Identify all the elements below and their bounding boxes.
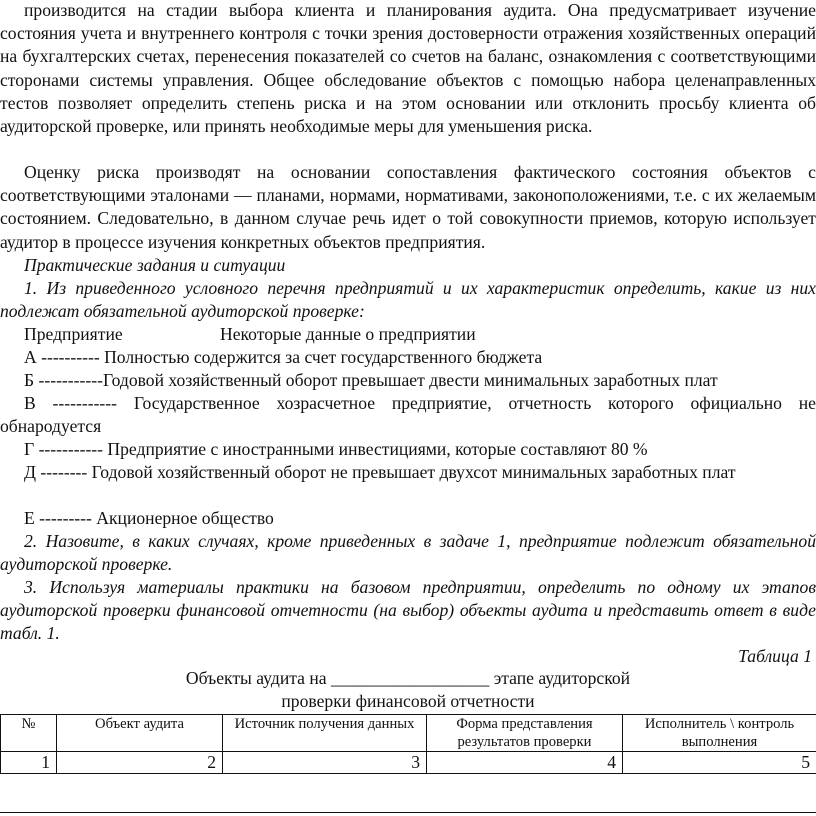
- header-executor: Исполнитель \ контроль выполнения: [623, 715, 816, 752]
- enterprise-item-b: Б -----------Годовой хозяйственный оборот превышает двести минимальных заработных плат: [24, 370, 718, 390]
- cell-number-1: 1: [1, 752, 57, 774]
- cell-number-4: 4: [427, 752, 623, 774]
- enterprise-item-d: Д -------- Годовой хозяйственный оборот не превышает двухсот минимальных заработных плат: [24, 462, 736, 482]
- cell-number-3: 3: [223, 752, 427, 774]
- header-audit-object: Объект аудита: [57, 715, 223, 752]
- header-result-form: Форма представления результатов проверки: [427, 715, 623, 752]
- enterprise-item-v: В ----------- Государственное хозрасчетное предприятие, отчетность которого официально не обнародуется: [0, 393, 816, 437]
- cell-number-5: 5: [623, 752, 816, 774]
- bottom-rule: [0, 812, 816, 813]
- list-header-data: Некоторые данные о предприятии: [220, 324, 476, 344]
- task-1: 1. Из приведенного условного перечня предприятий и их характеристик определить, какие из них подлежат обязательной аудиторской проверке:: [0, 278, 816, 322]
- task-3: 3. Используя материалы практики на базовом предприятии, определить по одному их этапов аудиторской проверки финансовой отчетности (на выбор) объекты аудита и представить ответ в виде табл. 1.: [0, 577, 816, 644]
- section-title: Практические задания и ситуации: [24, 255, 286, 275]
- paragraph-risk-stage: производится на стадии выбора клиента и планирования аудита. Она предусматривает изучение состояния учета и внутреннего контроля с точки зрения достоверности отражения хозяйственных операций на бухгалтерских счетах, перенесения показателей со счетов на баланс, ознакомления с соответствующими сторонами системы управления. Общее обследование объектов с помощью набора целенаправленных тестов позволяет определить степень риска и на этом основании или отклонить просьбу клиента об аудиторской проверке, или принять необходимые меры для уменьшения риска.: [0, 0, 816, 137]
- audit-objects-table: [0, 714, 816, 774]
- enterprise-item-e: Е --------- Акционерное общество: [24, 508, 274, 528]
- task-2: 2. Назовите, в каких случаях, кроме приведенных в задаче 1, предприятие подлежит обязательной аудиторской проверке.: [0, 531, 816, 575]
- table-label: Таблица 1: [738, 646, 812, 666]
- enterprise-item-a: А ---------- Полностью содержится за счет государственного бюджета: [24, 347, 543, 367]
- header-data-source: Источник получения данных: [223, 715, 427, 752]
- table-number-row: [1, 752, 816, 774]
- cell-number-2: 2: [57, 752, 223, 774]
- table-header-row: [1, 715, 816, 752]
- table-caption-line-2: проверки финансовой отчетности: [281, 691, 535, 711]
- list-header-enterprise: Предприятие: [24, 324, 123, 344]
- paragraph-risk-assessment: Оценку риска производят на основании сопоставления фактического состояния объектов с соответствующими эталонами — планами, нормами, нормативами, законоположениями, т.е. с их желаемым состоянием. Следовательно, в данном случае речь идет о той совокупности приемов, которую использует аудитор в процессе изучения конкретных объектов предприятия.: [0, 162, 816, 252]
- table-caption-line-1: Объекты аудита на __________________ этапе аудиторской: [185, 668, 631, 688]
- enterprise-item-g: Г ----------- Предприятие с иностранными инвестициями, которые составляют 80 %: [24, 439, 648, 459]
- header-number: №: [1, 715, 57, 752]
